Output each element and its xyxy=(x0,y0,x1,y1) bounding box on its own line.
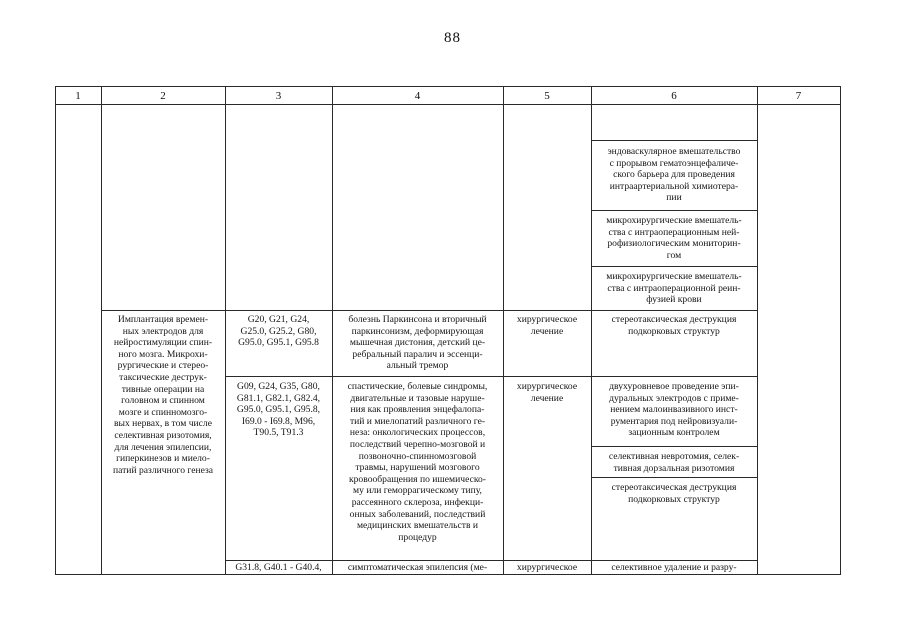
method-cell: стереотаксическая деструкция подкорковых структур xyxy=(611,314,737,337)
treatment-kind-cell: хирургическое лечение xyxy=(516,381,578,404)
column-border xyxy=(503,86,504,575)
method-cell: селективная невротомия, селек- тивная дорзальная ризотомия xyxy=(608,451,740,474)
column-border xyxy=(225,86,226,575)
header-col-4: 4 xyxy=(414,90,421,102)
column-border xyxy=(55,86,56,575)
method-cell: эндоваскулярное вмешательство с прорывом гематоэнцефаличе- ского барьера для проведения интраартериальной химиотера- пии xyxy=(607,146,741,204)
table-top-border xyxy=(55,86,841,87)
method-cell: селективное удаление и разру- xyxy=(611,562,737,573)
header-col-1: 1 xyxy=(75,90,81,102)
method-cell: микрохирургические вмешатель- ства с интраоперационным ней- рофизиологическим мониторин- гом xyxy=(606,215,742,261)
method-cell: микрохирургические вмешатель- ства с интраоперационной реин- фузией крови xyxy=(606,271,742,306)
diagnosis-cell: симптоматическая эпилепсия (ме- xyxy=(347,562,488,573)
column-border xyxy=(757,86,758,575)
icd-codes-cell: G20, G21, G24, G25.0, G25.2, G80, G95.0, G95.1, G95.8 xyxy=(238,314,319,349)
header-col-5: 5 xyxy=(544,90,550,102)
method-cell: двухуровневое проведение эпи- дуральных электродов с приме- нением малоинвазивного инст- рументария под нейровизуали- зационным контролем xyxy=(609,381,739,439)
col6-divider xyxy=(591,210,757,211)
column-border xyxy=(591,86,592,575)
row-divider xyxy=(101,310,757,311)
col6-divider xyxy=(591,477,757,478)
header-col-3: 3 xyxy=(275,90,282,102)
header-bottom-border xyxy=(55,104,841,105)
column-border xyxy=(101,86,102,575)
row-divider xyxy=(225,560,757,561)
diagnosis-cell: спастические, болевые синдромы, двигательные и тазовые наруше- ния как проявления энцефалопа- тий и миелопатий различного ге- неза: онкологических процессов, последствий черепно-мозговой и позвоночно-спинномозговой травмы, нарушений мозгового кровообращения по ишемическо- му или геморрагическому типу, рассеянного склероза, инфекци- онных заболеваний, последствий медицинских вмешательств и процедур xyxy=(347,381,488,543)
column-border xyxy=(840,86,841,575)
header-col-6: 6 xyxy=(671,90,677,102)
column-border xyxy=(332,86,333,575)
col6-divider xyxy=(591,266,757,267)
icd-codes-cell: G09, G24, G35, G80, G81.1, G82.1, G82.4, G95.0, G95.1, G95.8, I69.0 - I69.8, M96, T90.5, T91.3 xyxy=(236,381,321,439)
icd-codes-cell: G31.8, G40.1 - G40.4, xyxy=(235,562,322,573)
col6-divider xyxy=(591,446,757,447)
treatment-type-cell: Имплантация времен- ных электродов для нейростимуляции спин- ного мозга. Микрохи- рургические и стерео- таксические деструк- тивные операции на головном и спинном мозге и спинномозго- вых нервах, в том числе селективная ризотомия, для лечения эпилепсии, гиперкинезов и миело- патий различного генеза xyxy=(112,314,214,476)
method-cell: стереотаксическая деструкция подкорковых структур xyxy=(611,482,737,505)
page-number: 88 xyxy=(444,30,461,46)
treatment-kind-cell: хирургическое xyxy=(516,562,578,573)
treatment-kind-cell: хирургическое лечение xyxy=(516,314,578,337)
col6-divider xyxy=(591,140,757,141)
header-col-2: 2 xyxy=(160,90,166,102)
table-bottom-border xyxy=(55,574,841,575)
row-divider xyxy=(225,376,757,377)
header-col-7: 7 xyxy=(795,90,802,102)
diagnosis-cell: болезнь Паркинсона и вторичный паркинсонизм, деформирующая мышечная дистония, детский це- ребральный паралич и эссенци- альный тремор xyxy=(348,314,487,372)
